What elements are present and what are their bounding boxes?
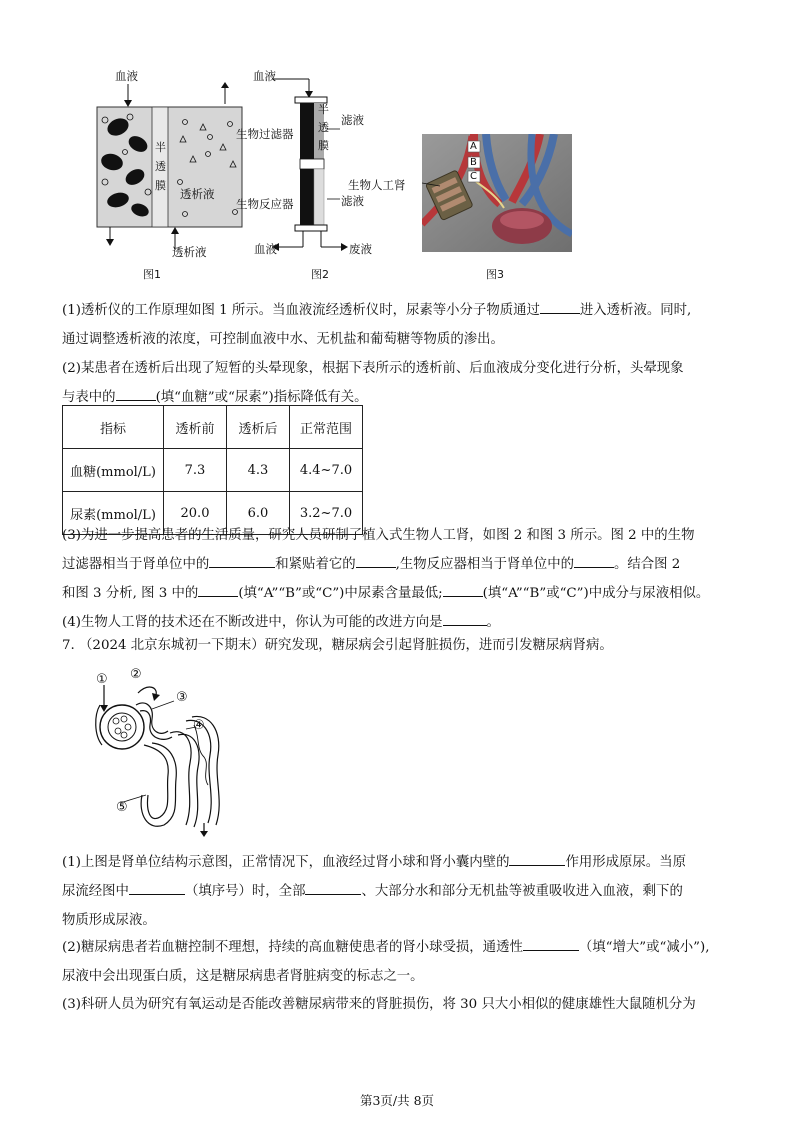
table-cell: 4.4~7.0 [290, 449, 363, 492]
q6-blank-7[interactable] [443, 583, 483, 597]
fig2-filtrate-label-1: 滤液 [341, 113, 364, 127]
table-cell: 6.0 [227, 492, 290, 535]
q6-blank-5[interactable] [574, 554, 614, 568]
q6-blank-4[interactable] [356, 554, 396, 568]
fig1-diagram [90, 82, 250, 260]
fig1-membrane-char-3: 膜 [155, 179, 166, 192]
table-header-cell: 指标 [63, 406, 164, 449]
fig1-caption: 图1 [143, 268, 161, 281]
q6-blank-3[interactable] [209, 554, 275, 568]
table-cell: 4.3 [227, 449, 290, 492]
nephron-marker-4: ④ [193, 718, 205, 733]
q7-intro: 7. （2024 北京东城初一下期末）研究发现，糖尿病会引起肾脏损伤，进而引发糖尿病肾病。 [62, 638, 613, 653]
table-cell: 血糖(mmol/L) [63, 449, 164, 492]
q7-part2: (2)糖尿病患者若血糖控制不理想，持续的高血糖使患者的肾小球受损，通透性 （填“增大”或“减小”), 尿液中会出现蛋白质，这是糖尿病患者肾脏病变的标志之一。 [62, 933, 734, 991]
q6-part1: (1)透析仪的工作原理如图 1 所示。当血液流经透析仪时，尿素等小分子物质通过 进入透析液。同时, 通过调整透析液的浓度，可控制血液中水、无机盐和葡萄糖等物质的渗出。 [62, 296, 734, 354]
fig2-membrane-char-3: 膜 [318, 139, 329, 152]
nephron-marker-1: ① [96, 672, 108, 687]
fig2-membrane-char-1: 半 [318, 103, 329, 116]
fig3-illustration [422, 134, 572, 252]
q6-part3: (3)为进一步提高患者的生活质量，研究人员研制了植入式生物人工肾，如图 2 和图 3 所示。图 2 中的生物 过滤器相当于肾单位中的 和紧贴着它的 ,生物反应器相当于肾单位中的 。结合图 2 和图 3 分析, 图 3 中的 (填“A”“B”或“C”)中尿素含量最低; (填“A”“B”或“C”)中成分与尿液相似。 (4)生物人工肾的技术还在不断改进中，你认为可能的改进方向是 。 [62, 528, 710, 630]
q6-blank-6[interactable] [198, 583, 238, 597]
fig2-filtrate-label-2: 滤液 [341, 194, 364, 208]
page-footer: 第3页/共 8页 [359, 1093, 435, 1108]
fig1-membrane-char-1: 半 [155, 141, 166, 154]
fig2-bio-reactor-label: 生物反应器 [236, 197, 294, 211]
q6-blank-8[interactable] [443, 612, 487, 626]
fig2-caption: 图2 [311, 268, 329, 281]
fig2-blood-top-label: 血液 [253, 69, 276, 83]
table-header-cell: 正常范围 [290, 406, 363, 449]
fig3-marker-a: A [470, 141, 477, 152]
fig3-marker-c: C [470, 171, 477, 182]
fig1-dialysate-label: 透析液 [180, 187, 215, 201]
fig3-marker-b: B [470, 157, 477, 168]
nephron-marker-3: ③ [176, 690, 188, 705]
nephron-marker-2: ② [130, 667, 142, 682]
fig1-blood-label: 血液 [115, 69, 138, 83]
q6-blank-2[interactable] [116, 387, 156, 401]
table-header-cell: 透析后 [227, 406, 290, 449]
table-header-cell: 透析前 [164, 406, 227, 449]
table-header-row [63, 406, 363, 449]
fig3-kidney-label: 生物人工肾 [348, 178, 406, 192]
fig2-blood-bottom-label: 血液 [254, 242, 277, 256]
blood-composition-table [62, 405, 363, 535]
q7-part3: (3)科研人员为研究有氧运动是否能改善糖尿病带来的肾脏损伤，将 30 只大小相似的健康雄性大鼠随机分为 [62, 997, 696, 1012]
nephron-marker-5: ⑤ [116, 800, 128, 815]
table-cell: 20.0 [164, 492, 227, 535]
fig2-waste-label: 废液 [349, 242, 372, 256]
q7-blank-2[interactable] [129, 881, 185, 895]
table-cell: 3.2~7.0 [290, 492, 363, 535]
fig2-bio-filter-label: 生物过滤器 [236, 127, 294, 141]
fig1-dialysate-in-label: 透析液 [172, 245, 207, 259]
table-cell: 7.3 [164, 449, 227, 492]
q7-part1: (1)上图是肾单位结构示意图，正常情况下，血液经过肾小球和肾小囊内壁的 作用形成原尿。当原 尿流经图中 （填序号）时，全部 、大部分水和部分无机盐等被重吸收进入血液，剩下的 物质形成尿液。 [62, 848, 734, 935]
nephron-diagram [90, 665, 225, 837]
q7-blank-4[interactable] [523, 937, 579, 951]
q7-blank-1[interactable] [509, 852, 565, 866]
fig3-caption: 图3 [486, 268, 504, 281]
table-cell: 尿素(mmol/L) [63, 492, 164, 535]
q6-blank-1[interactable] [540, 300, 580, 314]
table-row [63, 449, 363, 492]
fig2-membrane-char-2: 透 [318, 121, 329, 134]
fig1-membrane-char-2: 透 [155, 160, 166, 173]
q7-blank-3[interactable] [305, 881, 361, 895]
q6-part2: (2)某患者在透析后出现了短暂的头晕现象，根据下表所示的透析前、后血液成分变化进行分析，头晕现象 与表中的 (填“血糖”或“尿素”)指标降低有关。 [62, 361, 684, 405]
